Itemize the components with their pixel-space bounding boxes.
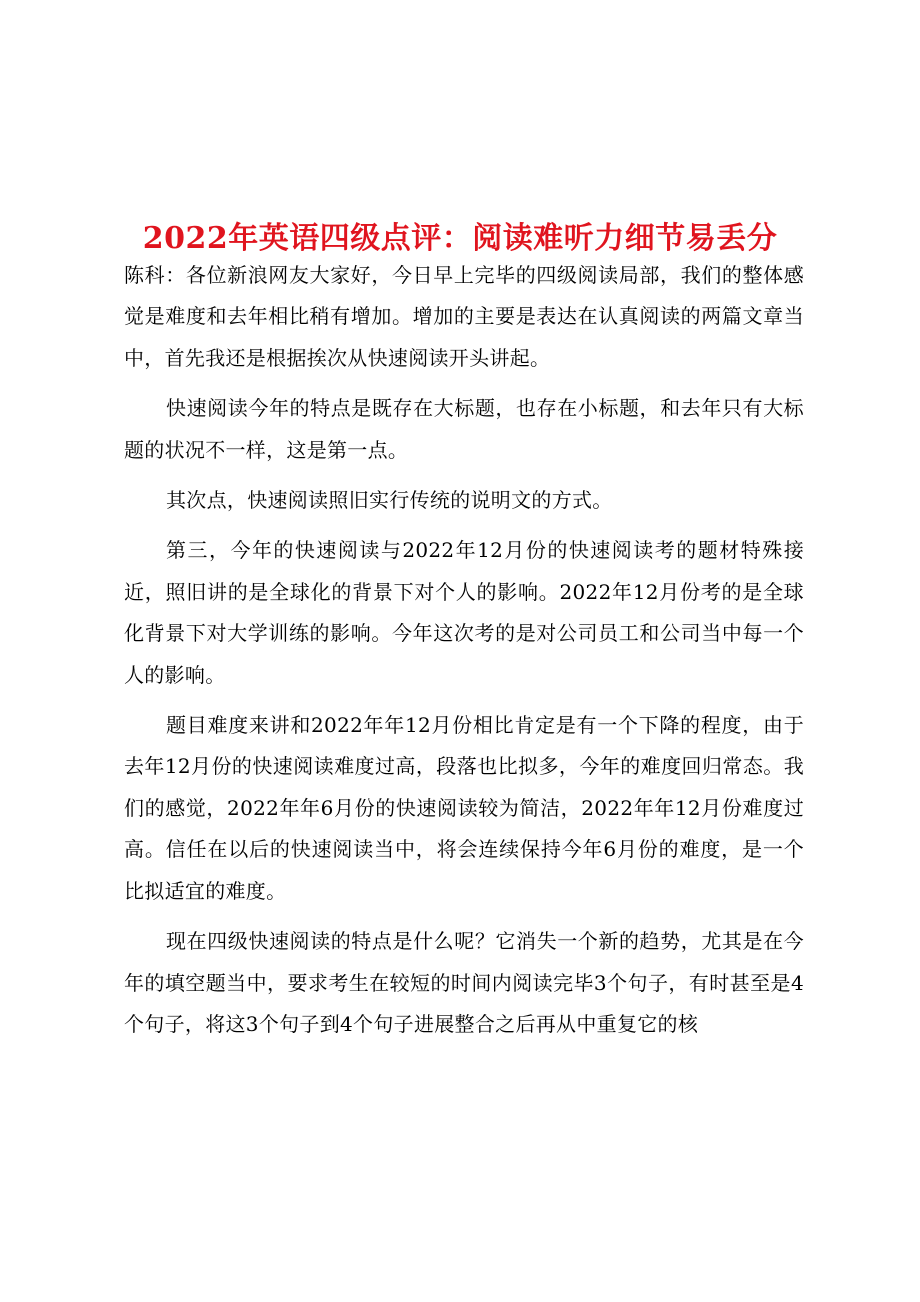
paragraph-intro: 陈科：各位新浪网友大家好，今日早上完毕的四级阅读局部，我们的整体感觉是难度和去年相比稍有增加。增加的主要是表达在认真阅读的两篇文章当中，首先我还是根据挨次从快速阅读开头讲起。 <box>124 263 804 370</box>
paragraph-trend: 现在四级快速阅读的特点是什么呢？它消失一个新的趋势，尤其是在今年的填空题当中，要求考生在较短的时间内阅读完毕3个句子，有时甚至是4个句子，将这3个句子到4个句子进展整合之后再从中重复它的核 <box>124 929 804 1036</box>
paragraph-difficulty: 题目难度来讲和2022年年12月份相比肯定是有一个下降的程度，由于去年12月份的快速阅读难度过高，段落也比拟多，今年的难度回归常态。我们的感觉，2022年年6月份的快速阅读较为简洁，2022年年12月份难度过高。信任在以后的快速阅读当中，将会连续保持今年6月份的难度，是一个比拟适宜的难度。 <box>124 713 804 903</box>
paragraph-third-point: 第三，今年的快速阅读与2022年12月份的快速阅读考的题材特殊接近，照旧讲的是全球化的背景下对个人的影响。2022年12月份考的是全球化背景下对大学训练的影响。今年这次考的是对公司员工和公司当中每一个人的影响。 <box>124 538 804 687</box>
paragraph-first-point: 快速阅读今年的特点是既存在大标题，也存在小标题，和去年只有大标题的状况不一样，这是第一点。 <box>124 396 804 462</box>
document-title: 2022年英语四级点评：阅读难听力细节易丢分 <box>142 221 778 257</box>
document-body <box>124 255 804 1045</box>
paragraph-second-point: 其次点，快速阅读照旧实行传统的说明文的方式。 <box>166 488 613 513</box>
